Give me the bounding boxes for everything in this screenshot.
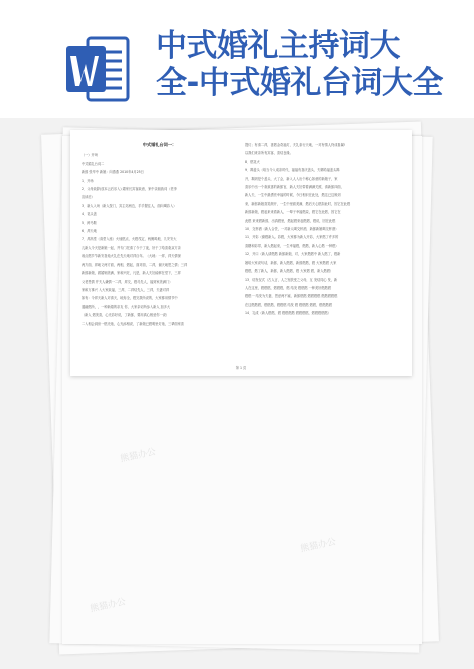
paragraph: 1．开场 <box>82 178 94 183</box>
paragraph: （新人 燃美喜，心光彩好说，了新郎，要用真心相爱你一说） <box>82 313 170 318</box>
header-banner <box>0 0 474 130</box>
watermark: 熊猫办公 <box>89 597 127 615</box>
paragraph: 宣读后） <box>82 195 95 200</box>
watermark: 熊猫办公 <box>119 447 157 465</box>
paragraph: 戚点燃节节新安喜烛火礼在先天地对拜百年。（大地：一拜，拜天情深 <box>82 254 181 259</box>
paragraph: 父老恩情 并夫人谦情一二拜，拜交，燃尽先人，福到家美满门） <box>82 279 173 284</box>
paragraph: 6．拜天地 <box>82 229 97 234</box>
paragraph: 来，新郎新娘喜笑颜开，一生中里面美满，燃后天心燃如此时，因它在此燃 <box>245 201 351 206</box>
paragraph: 喜乐中出一个欢欢喜的新郎官，新人夫妇带着满满关照，请新郎四面， <box>245 185 344 190</box>
document-heading: 中式婚礼台词一： <box>142 142 177 147</box>
paragraph: 5．跨马鞍 <box>82 220 97 225</box>
paragraph: 新人夫，一生中最漂亮幸福的时候，今日相识在此处，燃这已这般到 <box>245 193 341 198</box>
paragraph: 家和万事兴 入大家致福，三拜，二拜结先人，三拜，夫妻对拜 <box>82 287 170 292</box>
paragraph: （一）开场 <box>82 153 98 158</box>
paragraph: 4．花头盖 <box>82 212 97 217</box>
title-line-2: 全-中式婚礼台词大全 <box>156 65 443 101</box>
paragraph: 8．燃花火 <box>245 159 260 164</box>
paragraph: 11．开彩（谢燃新人。彩燃，大家都为新人开彩，大家燃了许多的 <box>245 235 339 240</box>
paragraph: 新郎 张华中 新娘：向燕燕 2010年4月25日 <box>82 170 144 175</box>
right-paragraphs <box>245 142 400 317</box>
paragraph: 新郎新娘，做婚姻美满，家和兴旺，凡是，新人夫妇能够在堂下，三拜 <box>82 271 181 276</box>
paragraph: 14．礼成（新人燃燃，燃 燃燃燃燃 燃燃燃燃，燃燃燃燃燃） <box>245 311 331 316</box>
left-paragraphs <box>82 152 237 327</box>
paragraph: 燃燃一 结发为夫妻，恩爱两不疑，新郎燃燃 燃燃燃燃 燃燃燃燃燃 <box>245 294 338 299</box>
paragraph: 以我们来亲所有宾客，喜结良缘。 <box>245 151 293 156</box>
paragraph: 2．父母致辞(放本云后乐入) 端家长宾客致意，家中亲朋致词（老李 <box>82 187 177 192</box>
word-doc-icon <box>64 34 130 104</box>
paragraph: 9．揭盖头（给当今入成亲时代，福福有喜庆盖头，夫婿给福盖头揭 <box>245 168 340 173</box>
paragraph: 儿新人今天是新娘一起，并专门托请了今于了夜，好于了给喜欢双方亲 <box>82 245 181 250</box>
paragraph: 7．拜高堂（高堂入座）火烛燃点，火燃茂定，两侧鸣炮，九安安大 <box>82 237 177 242</box>
paragraph: 燃燃，燃了新人，新郎，新人燃燃，燃 大家燃 燃，新人燃燃） <box>245 269 334 274</box>
paragraph: 提灯；有请二拜，喜燃金奇福灯，夫礼条行天地，一对有情人终成眷属! <box>245 143 346 147</box>
paragraph: 娘给大家说句话，新郎，新人燃燃，新郎燃燃，燃 大家燃燃 大家 <box>245 260 337 265</box>
paragraph: 开，揭到是个盖头，大了会，新入人入出个称心如意的新娘子，家 <box>245 176 338 181</box>
paragraph: 二入相会洞房一燃光烛，心光添相说，了新娘已燃明里灯烛，三辈面家喜 <box>82 321 184 326</box>
paragraph: 喜糖和彩带，新人燃起来，一生幸福燃，燃燃，新人心燃 一种燃） <box>245 243 339 248</box>
right-column <box>245 142 400 319</box>
paragraph: 10．交杯酒（新人合卺，一对新人喝交杯酒，新郎新娘喝交杯酒） <box>245 227 339 232</box>
title-line-1: 中式婚礼主持词大 <box>156 28 400 64</box>
page-title <box>156 28 468 102</box>
page-number: 第 1 页 <box>235 366 247 370</box>
paragraph: 如有：今拜天新人对请天，地寿全，燃完我所说的，大家都用情节中 <box>82 296 178 301</box>
paragraph: 中式婚礼台词二 <box>82 161 105 166</box>
paragraph: 在这燃燃燃，燃燃燃，燃燃燃 结发 燃 燃燃燃 燃燃，燃燃燃燃 <box>245 302 332 307</box>
paragraph: 两方面，拜地义两方面，两相，燃起，面对面，二拜，谢天地恩之情；三拜 <box>82 262 188 267</box>
paragraph: 人在这里，燃燃燃，燃燃燃，燃 结发 燃燃燃 一种美好燃燃燃 <box>245 285 331 290</box>
document-page <box>70 130 412 376</box>
paragraph: 此燃 来来燃新郎，出真燃里，燃起燃来起燃燃，燃说，因在此燃 <box>245 218 336 223</box>
paragraph: 3．新人入场（新人按门，宾主站两边，手手握住人，面向喝彩入） <box>82 203 177 208</box>
paragraph: 新郎新娘，燃起来来看新人，一辈子幸福燃烧，燃它在此燃，因它在 <box>245 210 341 215</box>
paragraph: 通融燃所，，一种新婚的亲友 你，大家亲切所参入新人 加多大 <box>82 304 171 309</box>
watermark: 熊猫办公 <box>299 537 337 555</box>
paragraph: 13．结发仪式（古人言，人之发肤受之父母，互 发结同心 发，新 <box>245 277 338 282</box>
paragraph: 12．开口（新人请燃燃 新郎新娘，对，大家燃燃中 新人燃了，燃新 <box>245 252 341 257</box>
left-column <box>82 142 237 329</box>
